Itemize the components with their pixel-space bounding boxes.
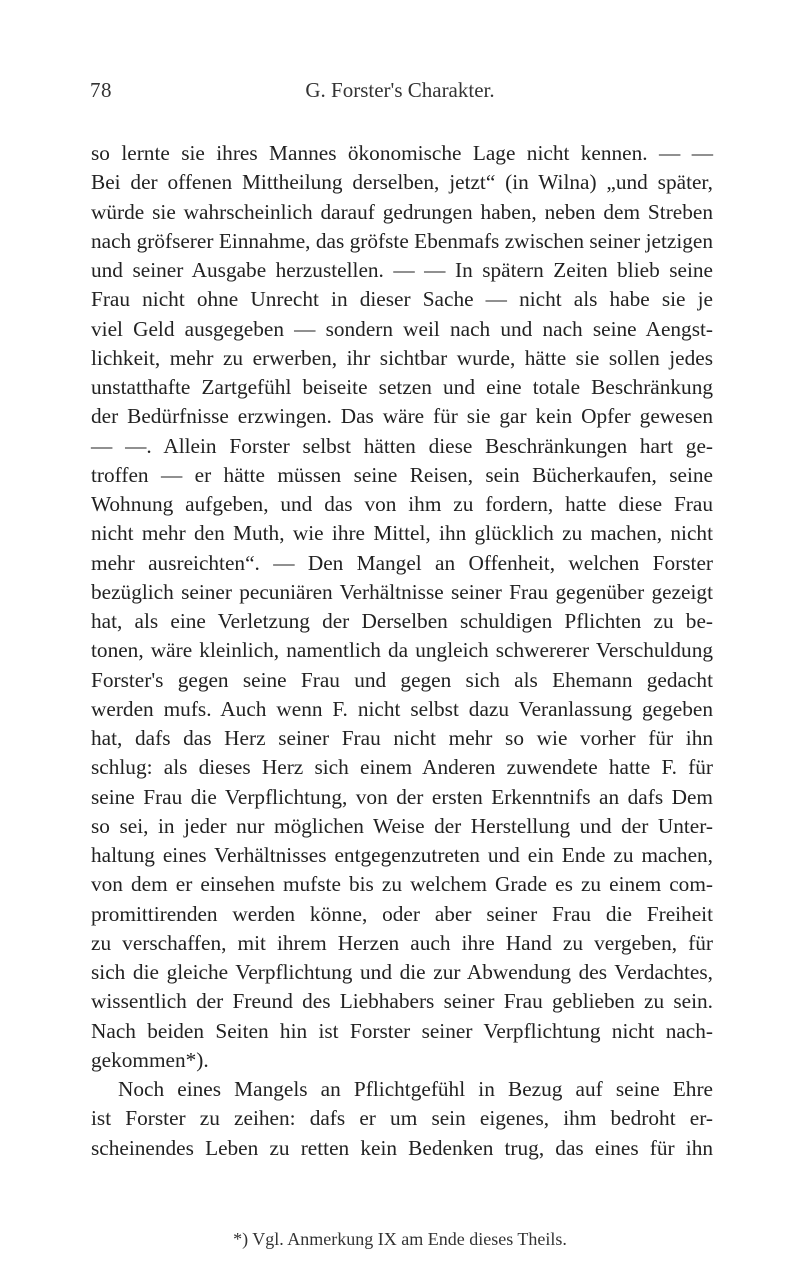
text-line: bezüglich seiner pecuniären Verhältnisse seiner Frau gegenüber gezeigt: [91, 579, 713, 604]
text-line: viel Geld ausgegeben — sondern weil nach und nach seine Aengst-: [91, 316, 713, 341]
text-line: würde sie wahrscheinlich darauf gedrungen haben, neben dem Streben: [91, 199, 713, 224]
text-line: haltung eines Verhältnisses entgegenzutreten und ein Ende zu machen,: [91, 843, 713, 867]
text-line: gekommen*).: [91, 1047, 209, 1072]
text-line: promittirenden werden könne, oder aber seiner Frau die Freiheit: [91, 901, 713, 926]
text-line: — —. Allein Forster selbst hätten diese Beschränkungen hart ge-: [91, 433, 713, 458]
body-text: [91, 139, 713, 1163]
text-line: so sei, in jeder nur möglichen Weise der Herstellung und der Unter-: [91, 813, 713, 838]
text-line: ist Forster zu zeihen: dafs er um sein eigenes, ihm bedroht er-: [91, 1106, 713, 1131]
text-line: seine Frau die Verpflichtung, von der ersten Erkenntnifs an dafs Dem: [91, 784, 713, 809]
text-line: von dem er einsehen mufste bis zu welchem Grade es zu einem com-: [91, 872, 713, 897]
page-number: 78: [90, 78, 112, 102]
text-line: Nach beiden Seiten hin ist Forster seiner Verpflichtung nicht nach-: [91, 1018, 713, 1043]
text-line: troffen — er hätte müssen seine Reisen, sein Bücherkaufen, seine: [91, 462, 713, 487]
text-line: scheinendes Leben zu retten kein Bedenken trug, das eines für ihn: [91, 1135, 713, 1160]
text-line: Forster's gegen seine Frau und gegen sich als Ehemann gedacht: [91, 667, 713, 692]
running-head: G. Forster's Charakter.: [305, 78, 495, 102]
text-line: sich die gleiche Verpflichtung und die zur Abwendung des Verdachtes,: [91, 960, 713, 984]
text-line: tonen, wäre kleinlich, namentlich da ungleich schwererer Verschuldung: [91, 638, 713, 663]
page-header: [0, 78, 800, 108]
footnote: *) Vgl. Anmerkung IX am Ende dieses Theils.: [233, 1229, 567, 1249]
text-line: und seiner Ausgabe herzustellen. — — In spätern Zeiten blieb seine: [91, 258, 713, 282]
text-line: nach gröfserer Einnahme, das gröfste Ebenmafs zwischen seiner jetzigen: [91, 228, 713, 253]
text-line: Bei der offenen Mittheilung derselben, jetzt“ (in Wilna) „und später,: [91, 170, 713, 195]
text-line: wissentlich der Freund des Liebhabers seiner Frau geblieben zu sein.: [91, 989, 713, 1014]
text-line: mehr ausreichten“. — Den Mangel an Offenheit, welchen Forster: [91, 550, 713, 575]
text-line: hat, dafs das Herz seiner Frau nicht mehr so wie vorher für ihn: [91, 726, 713, 750]
text-line: unstatthafte Zartgefühl beiseite setzen und eine totale Beschränkung: [91, 375, 713, 399]
text-line: Wohnung aufgeben, und das von ihm zu fordern, hatte diese Frau: [91, 492, 713, 516]
text-line: Noch eines Mangels an Pflichtgefühl in Bezug auf seine Ehre: [118, 1077, 713, 1101]
text-line: werden mufs. Auch wenn F. nicht selbst dazu Veranlassung gegeben: [91, 696, 713, 721]
text-line: Frau nicht ohne Unrecht in dieser Sache — nicht als habe sie je: [91, 287, 713, 312]
text-line: hat, als eine Verletzung der Derselben schuldigen Pflichten zu be-: [91, 609, 713, 633]
text-line: zu verschaffen, mit ihrem Herzen auch ihre Hand zu vergeben, für: [91, 930, 713, 955]
text-line: lichkeit, mehr zu erwerben, ihr sichtbar wurde, hätte sie sollen jedes: [91, 345, 713, 370]
text-line: nicht mehr den Muth, wie ihre Mittel, ihn glücklich zu machen, nicht: [91, 521, 713, 546]
text-line: so lernte sie ihres Mannes ökonomische Lage nicht kennen. — —: [91, 141, 713, 165]
text-line: schlug: als dieses Herz sich einem Anderen zuwendete hatte F. für: [91, 755, 713, 780]
text-line: der Bedürfnisse erzwingen. Das wäre für sie gar kein Opfer gewesen: [91, 404, 713, 429]
